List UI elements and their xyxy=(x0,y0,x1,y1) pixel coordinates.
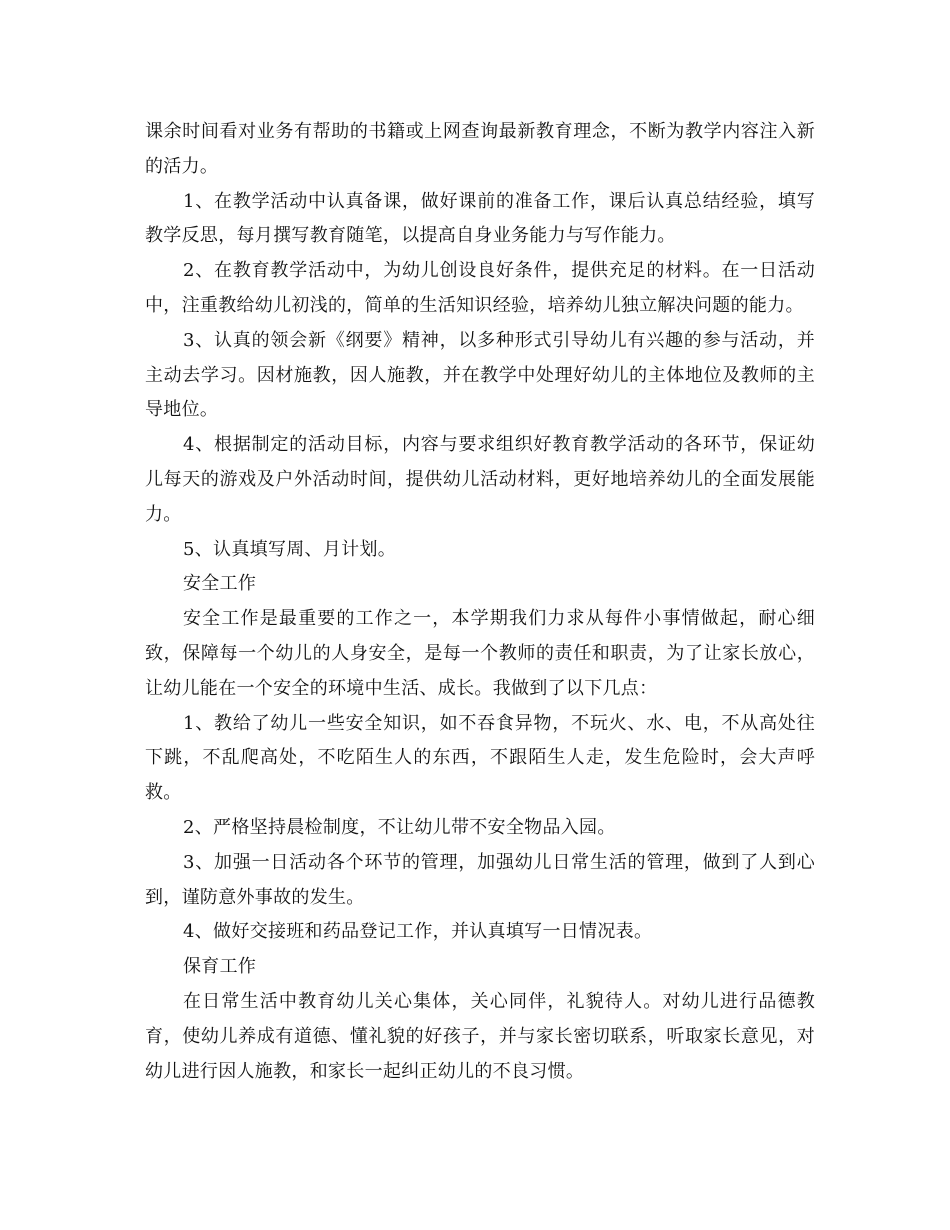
paragraph-intro-continuation: 课余时间看对业务有帮助的书籍或上网查询最新教育理念，不断为教学内容注入新的活力。 xyxy=(145,121,815,177)
section-heading-safety: 安全工作 xyxy=(183,573,257,595)
paragraph-care-body: 在日常生活中教育幼儿关心集体，关心同伴，礼貌待人。对幼儿进行品德教育，使幼儿养成有道德、懂礼貌的好孩子，并与家长密切联系，听取家长意见，对幼儿进行因人施教，和家长一起纠正幼儿的不良习惯。 xyxy=(145,990,815,1082)
paragraph-safety-intro: 安全工作是最重要的工作之一，本学期我们力求从每件小事情做起，耐心细致，保障每一个幼儿的人身安全，是每一个教师的责任和职责，为了让家长放心，让幼儿能在一个安全的环境中生活、成长。我做到了以下几点： xyxy=(145,608,815,699)
paragraph-safety-item-4: 4、做好交接班和药品登记工作，并认真填写一日情况表。 xyxy=(183,921,653,943)
section-heading-care: 保育工作 xyxy=(183,956,257,978)
paragraph-safety-item-2: 2、严格坚持晨检制度，不让幼儿带不安全物品入园。 xyxy=(183,816,616,838)
document-body xyxy=(145,115,815,1089)
paragraph-teaching-item-4: 4、根据制定的活动目标，内容与要求组织好教育教学活动的各环节，保证幼儿每天的游戏及户外活动时间，提供幼儿活动材料，更好地培养幼儿的全面发展能力。 xyxy=(145,434,815,525)
paragraph-teaching-item-5: 5、认真填写周、月计划。 xyxy=(183,538,397,560)
paragraph-teaching-item-2: 2、在教育教学活动中，为幼儿创设良好条件，提供充足的材料。在一日活动中，注重教给幼儿初浅的，简单的生活知识经验，培养幼儿独立解决问题的能力。 xyxy=(145,260,815,316)
paragraph-safety-item-1: 1、教给了幼儿一些安全知识，如不吞食异物，不玩火、水、电，不从高处往下跳，不乱爬高处，不吃陌生人的东西，不跟陌生人走，发生危险时，会大声呼救。 xyxy=(145,712,815,804)
paragraph-safety-item-3: 3、加强一日活动各个环节的管理，加强幼儿日常生活的管理，做到了人到心到，谨防意外事故的发生。 xyxy=(145,851,815,908)
paragraph-teaching-item-3: 3、认真的领会新《纲要》精神，以多种形式引导幼儿有兴趣的参与活动，并主动去学习。因材施教，因人施教，并在教学中处理好幼儿的主体地位及教师的主导地位。 xyxy=(145,329,815,421)
paragraph-teaching-item-1: 1、在教学活动中认真备课，做好课前的准备工作，课后认真总结经验，填写教学反思，每月撰写教育随笔，以提高自身业务能力与写作能力。 xyxy=(145,190,815,247)
